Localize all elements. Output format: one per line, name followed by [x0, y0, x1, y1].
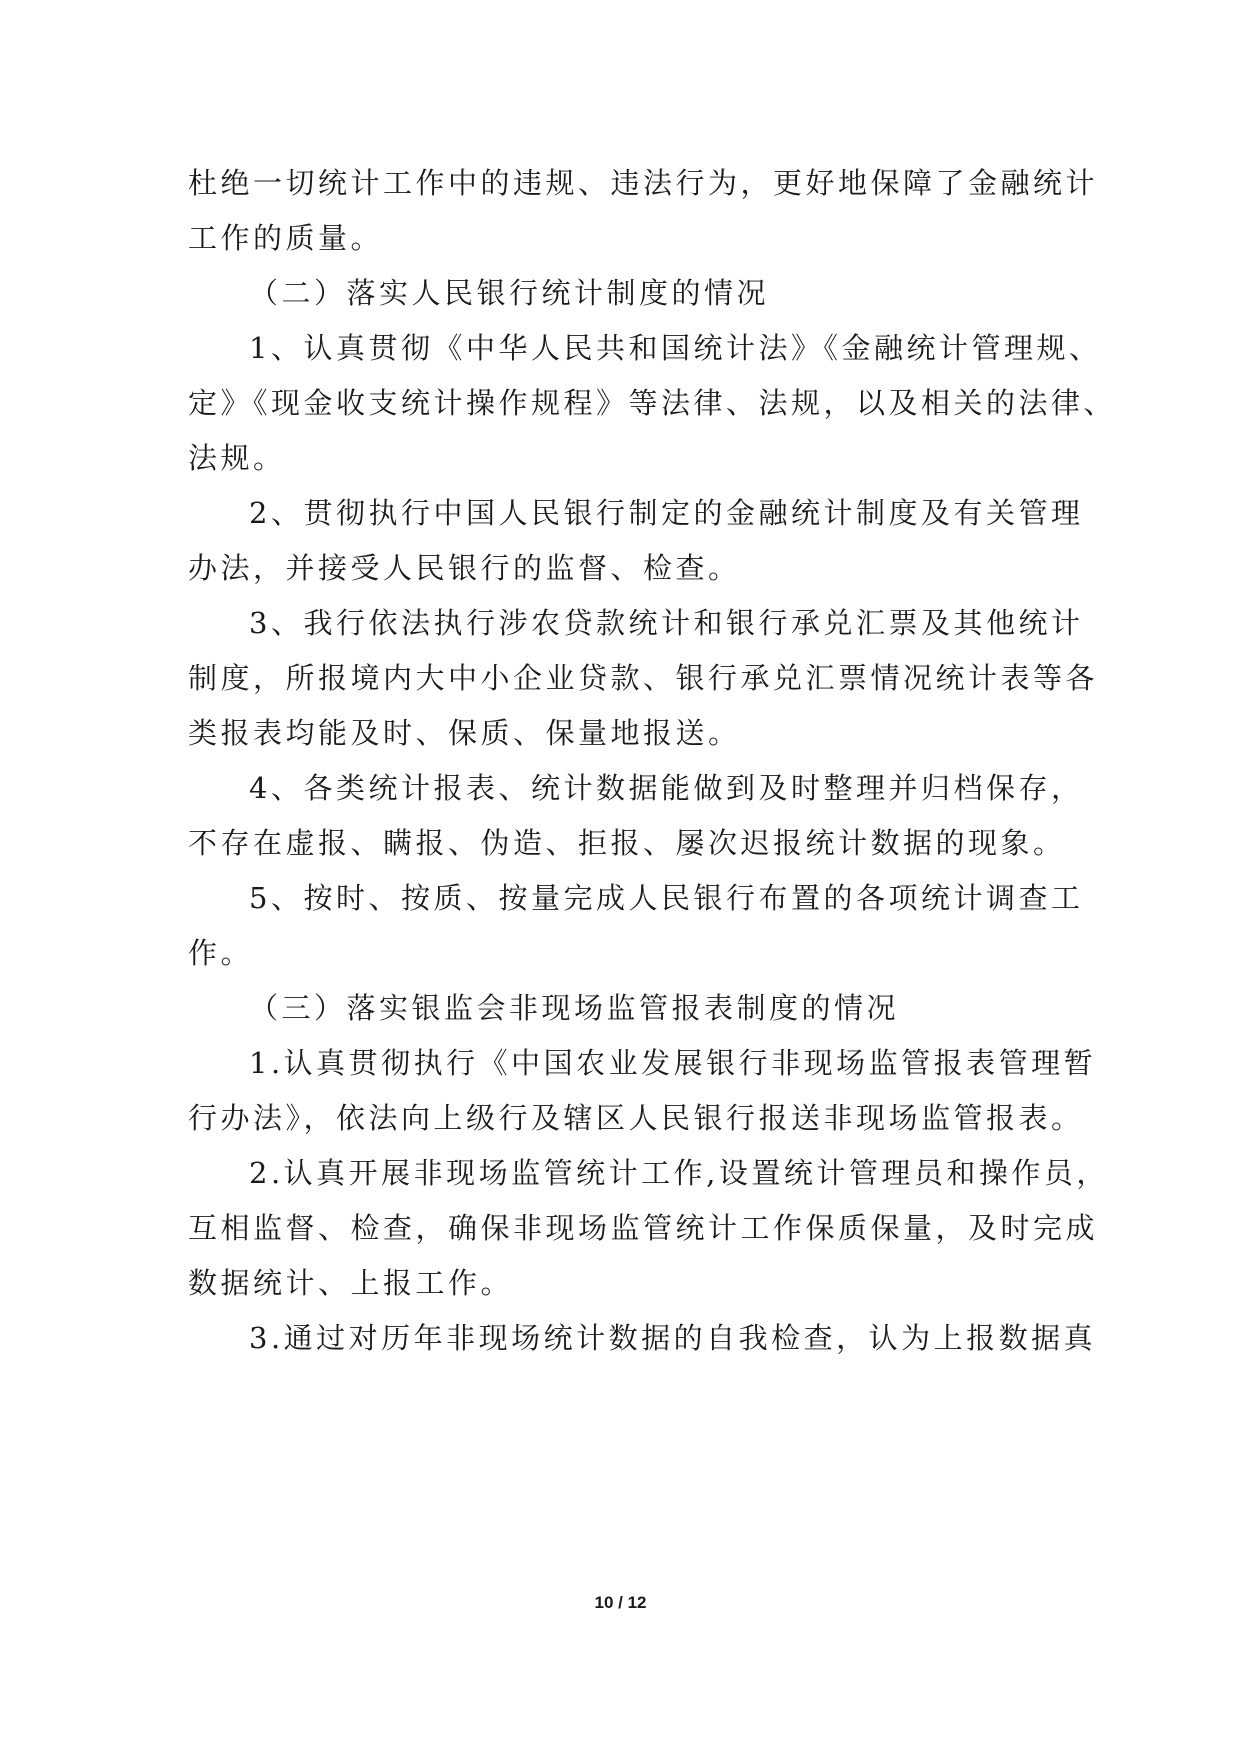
- body-line: 不存在虚报、瞒报、伪造、拒报、屡次迟报统计数据的现象。: [188, 826, 1066, 860]
- body-line: 定》《现金收支统计操作规程》等法律、法规，以及相关的法律、: [188, 386, 1117, 420]
- paragraph-start: 1、认真贯彻《中华人民共和国统计法》《金融统计管理规、: [249, 331, 1102, 365]
- paragraph-start: 1.认真贯彻执行《中国农业发展银行非现场监管报表管理暂: [249, 1046, 1097, 1080]
- body-line: 制度，所报境内大中小企业贷款、银行承兑汇票情况统计表等各: [188, 661, 1099, 695]
- section-heading: （三）落实银监会非现场监管报表制度的情况: [249, 991, 900, 1025]
- body-line: 办法，并接受人民银行的监督、检查。: [188, 551, 741, 585]
- paragraph-start: 3、我行依法执行涉农贷款统计和银行承兑汇票及其他统计: [249, 606, 1084, 640]
- section-heading: （二）落实人民银行统计制度的情况: [249, 276, 770, 310]
- page-number: 10 / 12: [594, 1593, 647, 1612]
- paragraph-start: 5、按时、按质、按量完成人民银行布置的各项统计调查工: [249, 881, 1084, 915]
- body-line: 作。: [188, 936, 254, 970]
- paragraph-start: 3.通过对历年非现场统计数据的自我检查，认为上报数据真: [249, 1321, 1097, 1355]
- body-line: 法规。: [188, 441, 286, 475]
- paragraph-start: 4、各类统计报表、统计数据能做到及时整理并归档保存，: [249, 771, 1084, 805]
- body-line: 杜绝一切统计工作中的违规、违法行为，更好地保障了金融统计: [188, 166, 1099, 200]
- body-line: 工作的质量。: [188, 221, 384, 255]
- paragraph-start: 2.认真开展非现场监管统计工作,设置统计管理员和操作员，: [249, 1156, 1109, 1190]
- body-line: 类报表均能及时、保质、保量地报送。: [188, 716, 741, 750]
- body-line: 数据统计、上报工作。: [188, 1266, 514, 1300]
- body-line: 互相监督、检查，确保非现场监管统计工作保质保量，及时完成: [188, 1211, 1099, 1245]
- body-line: 行办法》，依法向上级行及辖区人民银行报送非现场监管报表。: [188, 1101, 1084, 1135]
- paragraph-start: 2、贯彻执行中国人民银行制定的金融统计制度及有关管理: [249, 496, 1084, 530]
